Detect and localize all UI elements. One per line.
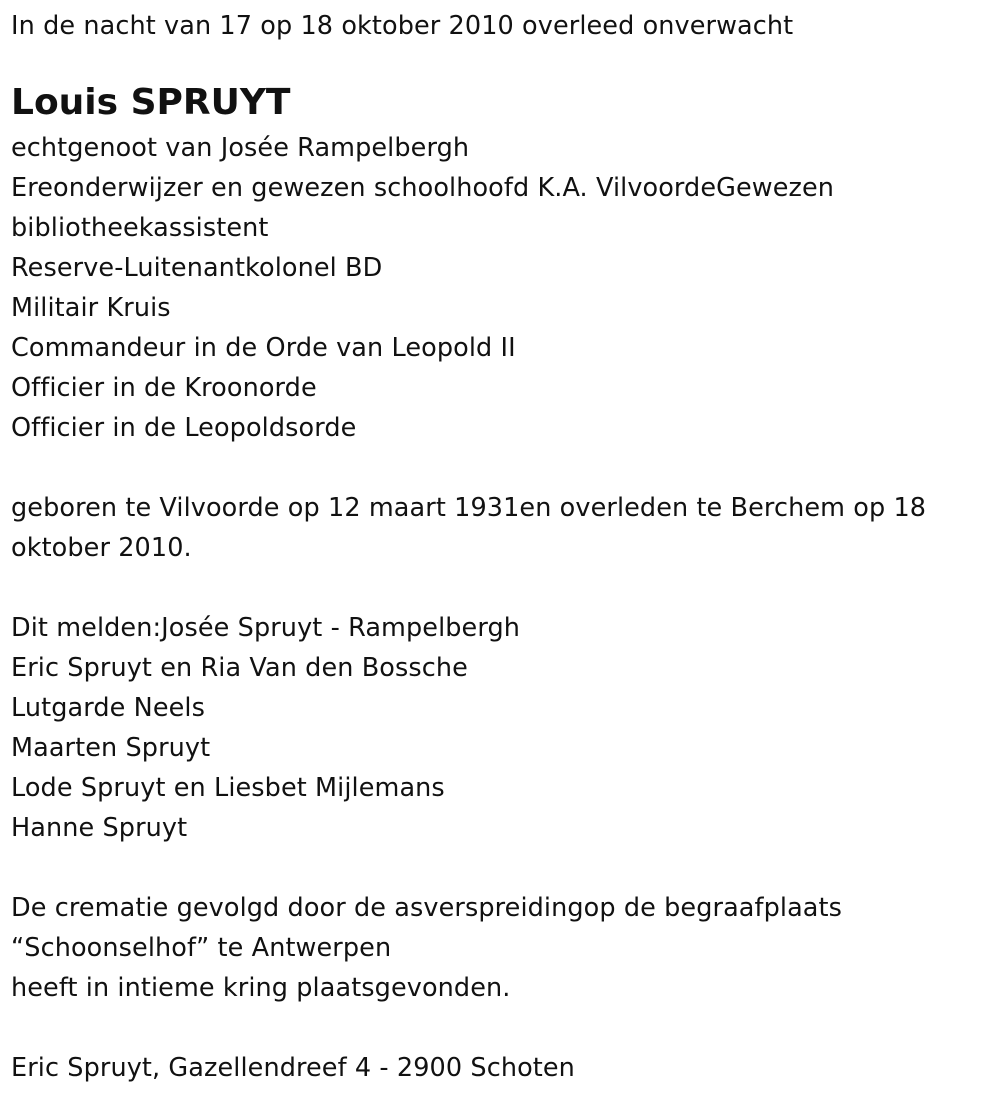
birth-death-line: geboren te Vilvoorde op 12 maart 1931en overleden te Berchem op 18 [11, 493, 927, 523]
announcers-list [11, 608, 990, 848]
title-line: Militair Kruis [11, 293, 171, 323]
announcer-line: Maarten Spruyt [11, 733, 211, 763]
contact-address: Eric Spruyt, Gazellendreef 4 - 2900 Schoten [11, 1053, 575, 1083]
title-line: Ereonderwijzer en gewezen schoolhoofd K.A. VilvoordeGewezen [11, 173, 835, 203]
cremation-line: “Schoonselhof” te Antwerpen [11, 933, 392, 963]
title-line: echtgenoot van Josée Rampelbergh [11, 133, 470, 163]
cremation-line: heeft in intieme kring plaatsgevonden. [11, 973, 511, 1003]
announcer-line: Eric Spruyt en Ria Van den Bossche [11, 653, 468, 683]
intro-line: In de nacht van 17 op 18 oktober 2010 overleed onverwacht [11, 11, 794, 41]
spacer [11, 568, 990, 608]
birth-death-line: oktober 2010. [11, 533, 192, 563]
birth-death-paragraph [11, 488, 990, 568]
title-line: bibliotheekassistent [11, 213, 269, 243]
announcer-line: Lode Spruyt en Liesbet Mijlemans [11, 773, 445, 803]
spacer [11, 448, 990, 488]
cremation-paragraph [11, 888, 990, 1008]
deceased-name: Louis SPRUYT [11, 82, 291, 123]
title-line: Commandeur in de Orde van Leopold II [11, 333, 516, 363]
spacer [11, 848, 990, 888]
announcer-line: Dit melden:Josée Spruyt - Rampelbergh [11, 613, 521, 643]
title-line: Reserve-Luitenantkolonel BD [11, 253, 383, 283]
announcer-line: Lutgarde Neels [11, 693, 205, 723]
title-line: Officier in de Kroonorde [11, 373, 317, 403]
titles-list [11, 128, 990, 448]
announcer-line: Hanne Spruyt [11, 813, 188, 843]
title-line: Officier in de Leopoldsorde [11, 413, 357, 443]
spacer [11, 1008, 990, 1048]
cremation-line: De crematie gevolgd door de asverspreidingop de begraafplaats [11, 893, 843, 923]
